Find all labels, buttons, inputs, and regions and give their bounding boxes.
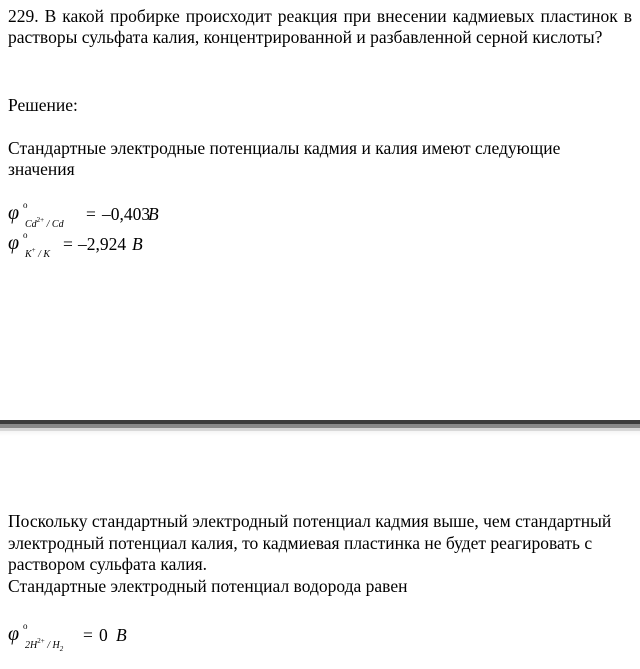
formula-unit: В <box>116 625 127 645</box>
formula-value: 0 <box>99 625 108 645</box>
formula-value: –0,403 <box>102 204 151 224</box>
formula-unit: В <box>148 204 159 224</box>
page-break-divider <box>0 420 640 436</box>
formula-potassium-potential <box>8 230 148 260</box>
degree-mark: o <box>23 230 28 240</box>
degree-mark: o <box>23 621 28 631</box>
formula-subscript: K+ / K <box>25 246 51 260</box>
equals-sign: = <box>63 234 73 254</box>
hydrogen-intro-text: Стандартные электродный потенциал водорода равен <box>8 576 408 596</box>
phi-symbol: φ <box>8 232 20 254</box>
formula-subscript: $2H^{2+} / H_2$ <box>25 637 64 653</box>
intro-text: Стандартные электродные потенциалы кадмия и калия имеют следующие значения <box>8 138 561 179</box>
problem-text: 229. В какой пробирке происходит реакция при внесении кадмиевых пластинок в растворы сульфата калия, концентрированной и разбавленной серной кислоты? <box>8 6 632 47</box>
formula-subscript: $Cd^{2+}$ / Cd <box>25 216 64 230</box>
document-page-bottom <box>0 436 640 669</box>
formula-unit: В <box>132 234 143 254</box>
conclusion-text: Поскольку стандартный электродный потенциал кадмия выше, чем стандартный электродный потенциал калия, то кадмиевая пластинка не будет реагировать с раствором сульфата калия. <box>8 511 612 574</box>
phi-symbol: φ <box>8 202 20 224</box>
solution-heading: Решение: <box>8 95 78 115</box>
formula-value: –2,924 <box>78 234 127 254</box>
equals-sign: = <box>83 625 93 645</box>
equals-sign: = <box>86 204 96 224</box>
degree-mark: o <box>23 200 28 210</box>
phi-symbol: φ <box>8 623 20 645</box>
formula-cadmium-potential <box>8 200 178 230</box>
formula-hydrogen-potential <box>8 621 148 653</box>
